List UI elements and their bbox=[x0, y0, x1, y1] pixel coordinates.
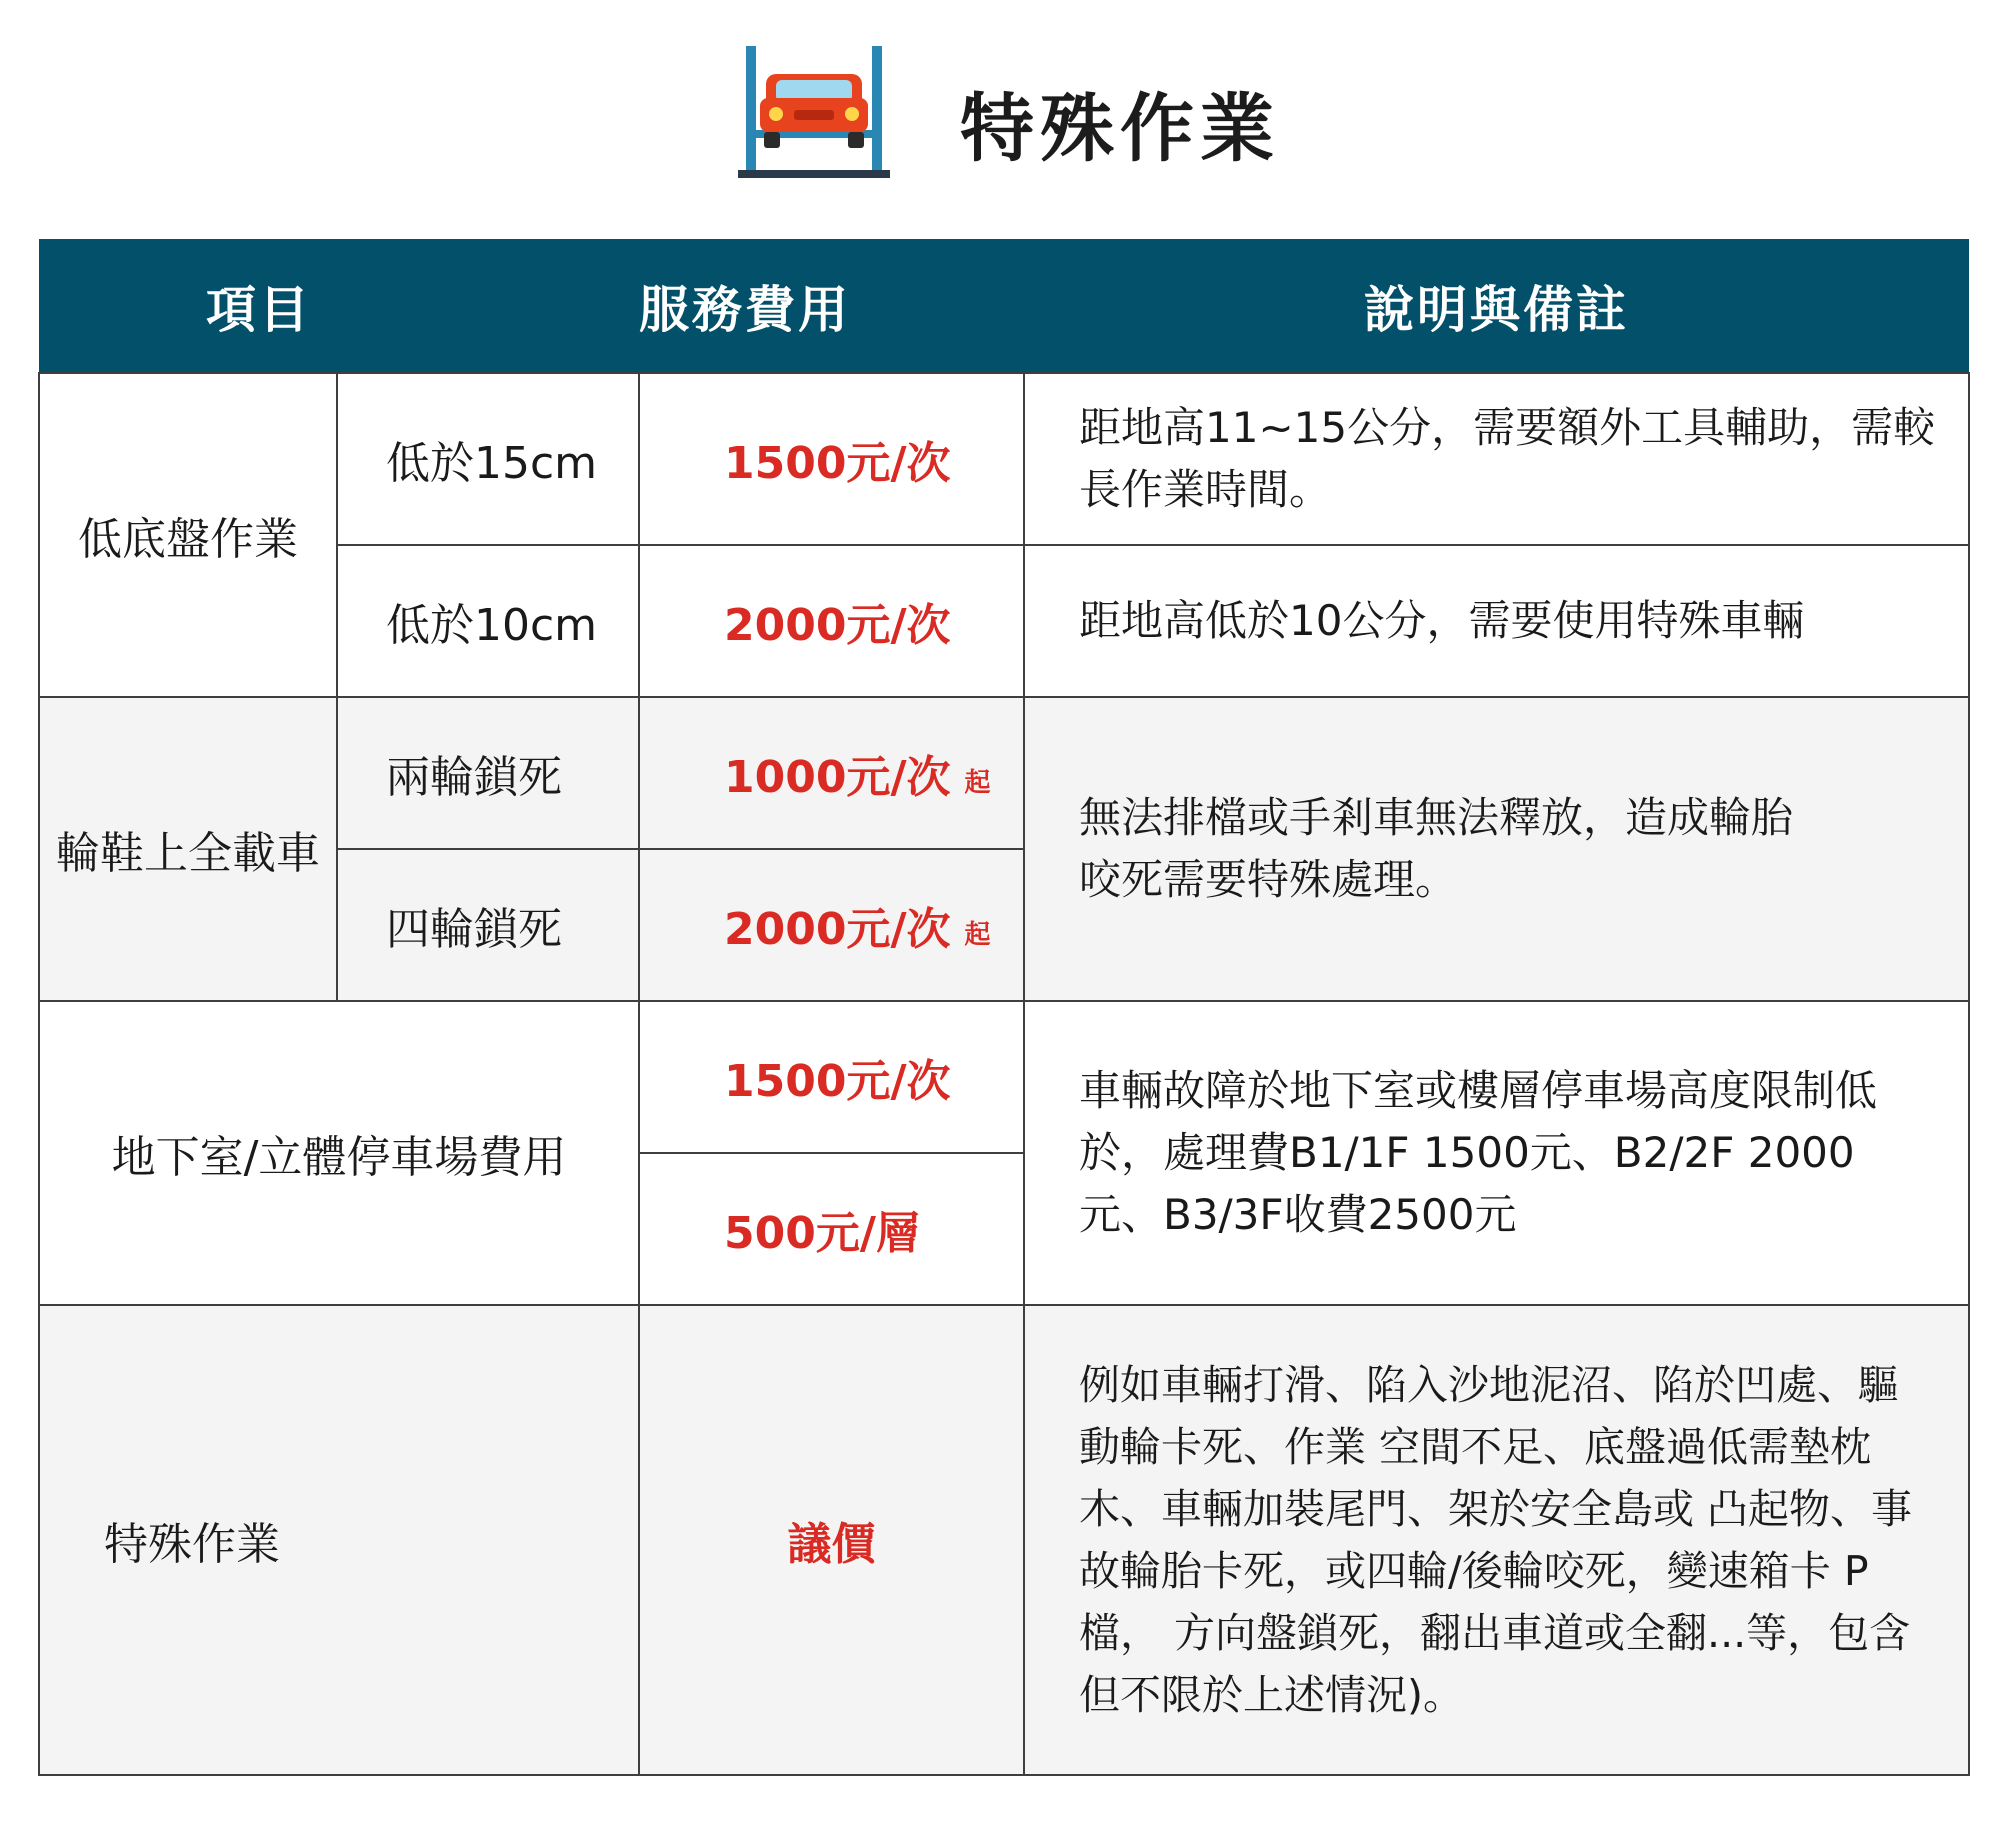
header-item: 項目 bbox=[39, 239, 639, 373]
page-header bbox=[0, 0, 2000, 200]
price-value: 500元/層 bbox=[639, 1153, 1024, 1305]
item-basement: 地下室/立體停車場費用 bbox=[39, 1001, 639, 1305]
table-header-row bbox=[39, 239, 1969, 373]
table-row bbox=[39, 1001, 1969, 1153]
price-table bbox=[38, 239, 1968, 1776]
price-value: 1000元/次 bbox=[724, 752, 951, 803]
price-suffix: 起 bbox=[964, 767, 991, 798]
price-value: 議價 bbox=[639, 1305, 1024, 1775]
car-lift-icon bbox=[738, 46, 890, 182]
sub-item: 低於15cm bbox=[337, 373, 639, 545]
header-fee: 服務費用 bbox=[639, 239, 1024, 373]
price-suffix: 起 bbox=[964, 919, 991, 950]
note-text: 無法排檔或手剎車無法釋放，造成輪胎咬死需要特殊處理。 bbox=[1024, 697, 1969, 1001]
page-title: 特殊作業 bbox=[960, 86, 1280, 172]
table-row bbox=[39, 1305, 1969, 1775]
note-text: 距地高低於10公分，需要使用特殊車輛 bbox=[1024, 545, 1969, 697]
sub-item: 低於10cm bbox=[337, 545, 639, 697]
note-text: 車輛故障於地下室或樓層停車場高度限制低於，處理費B1/1F 1500元、B2/2F 2000元、B3/3F收費2500元 bbox=[1024, 1001, 1969, 1305]
note-text: 距地高11~15公分，需要額外工具輔助，需較長作業時間。 bbox=[1024, 373, 1969, 545]
price-value: 2000元/次 bbox=[724, 904, 951, 955]
item-wheel-lock: 輪鞋上全載車 bbox=[39, 697, 337, 1001]
price-cell bbox=[639, 697, 1024, 849]
price-value: 1500元/次 bbox=[639, 1001, 1024, 1153]
price-cell bbox=[639, 849, 1024, 1001]
note-text: 例如車輛打滑、陷入沙地泥沼、陷於凹處、驅動輪卡死、作業 空間不足、底盤過低需墊枕木、車輛加裝尾門、架於安全島或 凸起物、事故輪胎卡死，或四輪/後輪咬死，變速箱卡 P 檔， 方向盤鎖死，翻出車道或全翻...等，包含但不限於上述情況)。 bbox=[1024, 1305, 1969, 1775]
item-low-chassis: 低底盤作業 bbox=[39, 373, 337, 697]
price-value: 1500元/次 bbox=[639, 373, 1024, 545]
item-special: 特殊作業 bbox=[39, 1305, 639, 1775]
table-row bbox=[39, 373, 1969, 545]
price-value: 2000元/次 bbox=[639, 545, 1024, 697]
table-row bbox=[39, 697, 1969, 849]
sub-item: 四輪鎖死 bbox=[337, 849, 639, 1001]
header-note: 說明與備註 bbox=[1024, 239, 1969, 373]
sub-item: 兩輪鎖死 bbox=[337, 697, 639, 849]
